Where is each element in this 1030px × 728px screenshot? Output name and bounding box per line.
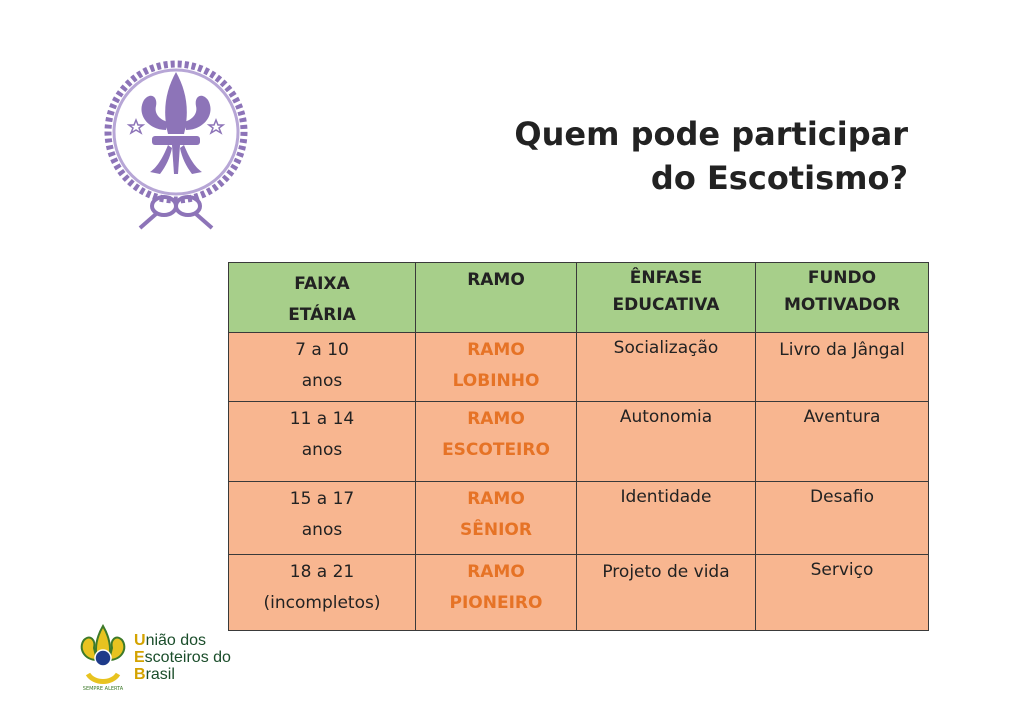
branches-table — [228, 262, 929, 631]
ueb-fleur-de-lis-icon — [74, 622, 132, 694]
ramo-text: RAMO — [467, 489, 525, 509]
enfase-text: Autonomia — [619, 407, 713, 427]
fundo-cell — [756, 402, 929, 482]
scout-emblem-icon — [100, 52, 252, 234]
enfase-cell — [577, 482, 756, 555]
logo-initial: B — [134, 666, 146, 683]
logo-word: nião dos — [145, 632, 207, 649]
age-cell — [229, 555, 416, 631]
header-text: FAIXA — [294, 274, 350, 294]
fundo-cell — [756, 333, 929, 402]
table-header-row — [229, 263, 929, 333]
header-fundo-motivador — [756, 263, 929, 333]
header-faixa-etaria — [229, 263, 416, 333]
age-text: (incompletos) — [263, 593, 381, 613]
logo-motto: SEMPRE ALERTA — [82, 686, 124, 692]
ueb-logo — [74, 622, 244, 694]
ramo-text: RAMO — [467, 340, 525, 360]
ramo-cell — [416, 482, 577, 555]
ramo-text: PIONEIRO — [449, 593, 543, 613]
ramo-text: SÊNIOR — [460, 520, 532, 540]
slide-title — [514, 112, 908, 200]
ramo-text: RAMO — [467, 562, 525, 582]
fundo-cell — [756, 482, 929, 555]
ramo-cell — [416, 555, 577, 631]
fundo-text: Serviço — [810, 560, 874, 580]
table-row — [229, 333, 929, 402]
enfase-cell — [577, 333, 756, 402]
fundo-text: Livro da Jângal — [779, 340, 905, 360]
logo-text — [134, 632, 231, 683]
age-text: 7 a 10 — [295, 340, 349, 360]
header-enfase-educativa — [577, 263, 756, 333]
age-text: 11 a 14 — [289, 409, 355, 429]
ramo-text: LOBINHO — [452, 371, 540, 391]
table-row — [229, 402, 929, 482]
age-cell — [229, 482, 416, 555]
header-text: RAMO — [467, 270, 525, 290]
ramo-cell — [416, 402, 577, 482]
header-text: ETÁRIA — [288, 305, 356, 325]
table-row — [229, 555, 929, 631]
enfase-text: Identidade — [620, 487, 712, 507]
title-line-2: do Escotismo? — [650, 159, 908, 197]
enfase-text: Projeto de vida — [602, 562, 730, 582]
fundo-text: Desafio — [810, 487, 874, 507]
age-cell — [229, 402, 416, 482]
age-text: 18 a 21 — [289, 562, 355, 582]
ramo-text: ESCOTEIRO — [442, 440, 550, 460]
fundo-text: Aventura — [803, 407, 881, 427]
logo-initial: U — [134, 632, 146, 649]
age-cell — [229, 333, 416, 402]
age-text: anos — [301, 520, 343, 540]
header-text: EDUCATIVA — [612, 295, 720, 315]
header-text: FUNDO — [807, 268, 877, 288]
logo-word: scoteiros do — [144, 649, 231, 666]
enfase-cell — [577, 402, 756, 482]
age-text: anos — [301, 440, 343, 460]
title-line-1: Quem pode participar — [514, 115, 908, 153]
header-text: ÊNFASE — [629, 268, 703, 288]
header-text: MOTIVADOR — [783, 295, 901, 315]
age-text: anos — [301, 371, 343, 391]
header-ramo — [416, 263, 577, 333]
logo-word: rasil — [145, 666, 175, 683]
logo-initial: E — [134, 649, 145, 666]
age-text: 15 a 17 — [289, 489, 355, 509]
fundo-cell — [756, 555, 929, 631]
table-row — [229, 482, 929, 555]
ramo-text: RAMO — [467, 409, 525, 429]
enfase-text: Socialização — [613, 338, 719, 358]
ramo-cell — [416, 333, 577, 402]
enfase-cell — [577, 555, 756, 631]
